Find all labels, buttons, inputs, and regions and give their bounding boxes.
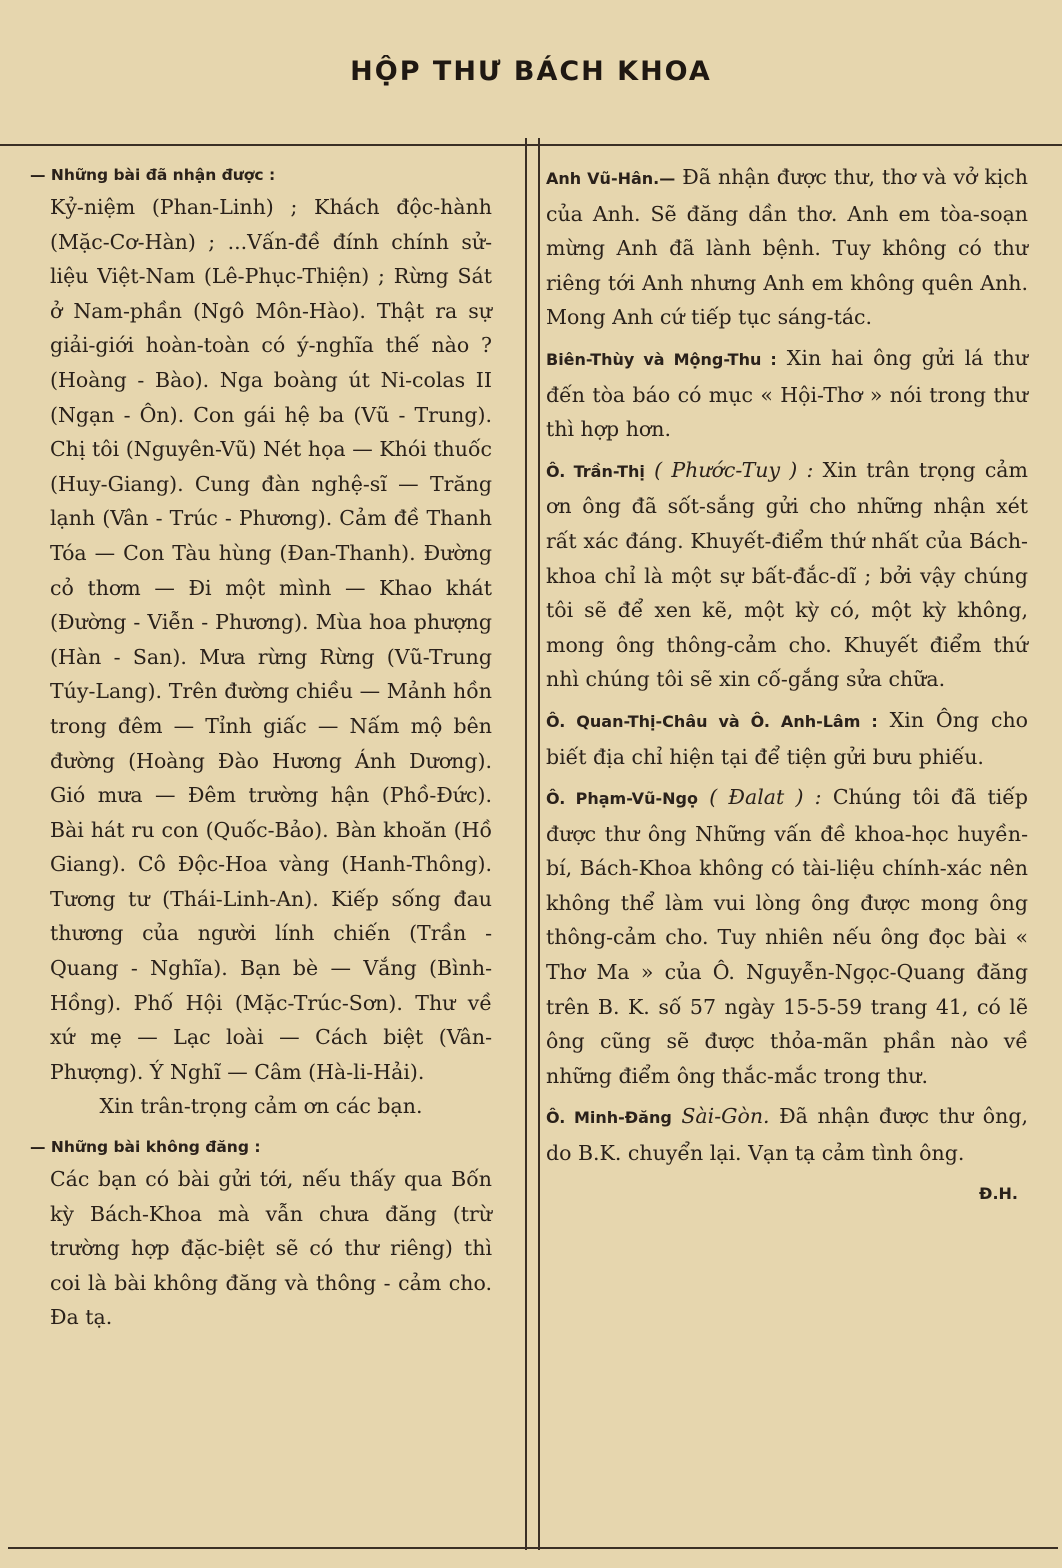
thanks-line: Xin trân-trọng cảm ơn các bạn. <box>99 1094 423 1119</box>
top-rule <box>0 144 1062 146</box>
entry-name: Anh Vũ-Hân.— <box>546 169 676 188</box>
left-column <box>30 160 492 1335</box>
not-published-heading: — Những bài không đăng : <box>30 1138 261 1157</box>
bottom-rule <box>8 1547 1058 1549</box>
entry-text: Xin hai ông gửi lá thư đến tòa báo có mục « Hội-Thơ » nói trong thư thì hợp hơn. <box>546 345 1028 442</box>
entry-text: Chúng tôi đã tiếp được thư ông Những vấn đề khoa-học huyền-bí, Bách-Khoa không có tài-liệu chính-xác nên không thể làm vui lòng ông được mong ông thông-cảm cho. Tuy nhiên nếu ông đọc bài « Thơ Ma » của Ô. Nguyễn-Ngọc-Quang đăng trên B. K. số 57 ngày 15-5-59 trang 41, có lẽ ông cũng sẽ được thỏa-mãn phần nào về những điểm ông thắc-mắc trong thư. <box>546 785 1028 1088</box>
letter-entry <box>546 703 1028 774</box>
letter-entry <box>546 160 1028 335</box>
entry-text: Đã nhận được thư, thơ và vở kịch của Anh. Sẽ đăng dần thơ. Anh em tòa-soạn mừng Anh đã lành bệnh. Tuy không có thư riêng tới Anh nhưng Anh em không quên Anh. Mong Anh cứ tiếp tục sáng-tác. <box>546 165 1028 330</box>
column-divider-left <box>525 138 527 1550</box>
received-list: Kỷ-niệm (Phan-Linh) ; Khách độc-hành (Mặc-Cơ-Hàn) ; ...Vấn-đề đính chính sử-liệu Việt-Nam (Lê-Phục-Thiện) ; Rừng Sát ở Nam-phần (Ngô Môn-Hào). Thật ra sự giải-giới hoàn-toàn có ý-nghĩa thế nào ? (Hoàng - Bào). Nga boàng út Ni-colas II (Ngạn - Ôn). Con gái hệ ba (Vũ - Trung). Chị tôi (Nguyên-Vũ) Nét họa — Khói thuốc (Huy-Giang). Cung đàn nghệ-sĩ — Trăng lạnh (Vân - Trúc - Phương). Cảm đề Thanh Tóa — Con Tàu hùng (Đan-Thanh). Đường cỏ thơm — Đi một mình — Khao khát (Đường - Viễn - Phương). Mùa hoa phượng (Hàn - San). Mưa rừng Rừng (Vũ-Trung Túy-Lang). Trên đường chiều — Mảnh hồn trong đêm — Tỉnh giấc — Nấm mộ bên đường (Hoàng Đào Hương Ánh Dương). Gió mưa — Đêm trường hận (Phồ-Đức). Bài hát ru con (Quốc-Bảo). Bàn khoăn (Hồ Giang). Cô Độc-Hoa vàng (Hanh-Thông). Tương tư (Thái-Linh-An). Kiếp sống đau thương của người lính chiến (Trần - Quang - Nghĩa). Bạn bè — Vắng (Bình-Hồng). Phố Hội (Mặc-Trúc-Sơn). Thư về xứ mẹ — Lạc loài — Cách biệt (Vân-Phượng). Ý Nghĩ — Câm (Hà-li-Hải). <box>50 195 492 1084</box>
letter-entry <box>546 1099 1028 1170</box>
column-divider-right <box>538 138 540 1550</box>
entry-place: ( Đalat ) : <box>709 785 822 810</box>
not-published-text: Các bạn có bài gửi tới, nếu thấy qua Bốn kỳ Bách-Khoa mà vẫn chưa đăng (trừ trường hợp đặc-biệt sẽ có thư riêng) thì coi là bài không đăng và thông - cảm cho. Đa tạ. <box>50 1167 492 1330</box>
page-title: HỘP THƯ BÁCH KHOA <box>350 56 712 87</box>
entry-text: Xin trân trọng cảm ơn ông đã sốt-sắng gửi cho những nhận xét rất xác đáng. Khuyết-điểm thứ nhất của Bách-khoa chỉ là một sự bất-đắc-dĩ ; bởi vậy chúng tôi sẽ để xen kẽ, một kỳ có, một kỳ không, mong ông thông-cảm cho. Khuyết điểm thứ nhì chúng tôi sẽ xin cố-gắng sửa chữa. <box>546 457 1028 692</box>
signature: Đ.H. <box>979 1183 1018 1203</box>
entry-text: Xin Ông cho biết địa chỉ hiện tại để tiện gửi bưu phiếu. <box>546 707 1028 769</box>
entry-place: ( Phước-Tuy ) : <box>654 457 814 482</box>
letter-entry <box>546 341 1028 447</box>
entry-text: Đã nhận được thư ông, do B.K. chuyển lại. Vạn tạ cảm tình ông. <box>546 1104 1028 1166</box>
entry-name: Ô. Phạm-Vũ-Ngọ <box>546 789 698 809</box>
entry-name: Ô. Quan-Thị-Châu và Ô. Anh-Lâm : <box>546 711 878 731</box>
letter-entry <box>546 453 1028 697</box>
entry-place: Sài-Gòn. <box>681 1104 770 1129</box>
right-column <box>546 160 1028 1211</box>
entry-name: Ô. Trần-Thị <box>546 461 645 481</box>
entry-name: Ô. Minh-Đăng <box>546 1108 672 1128</box>
received-heading: — Những bài đã nhận được : <box>30 166 276 184</box>
entry-name: Biên-Thùy và Mộng-Thu : <box>546 349 777 369</box>
letter-entry <box>546 780 1028 1093</box>
